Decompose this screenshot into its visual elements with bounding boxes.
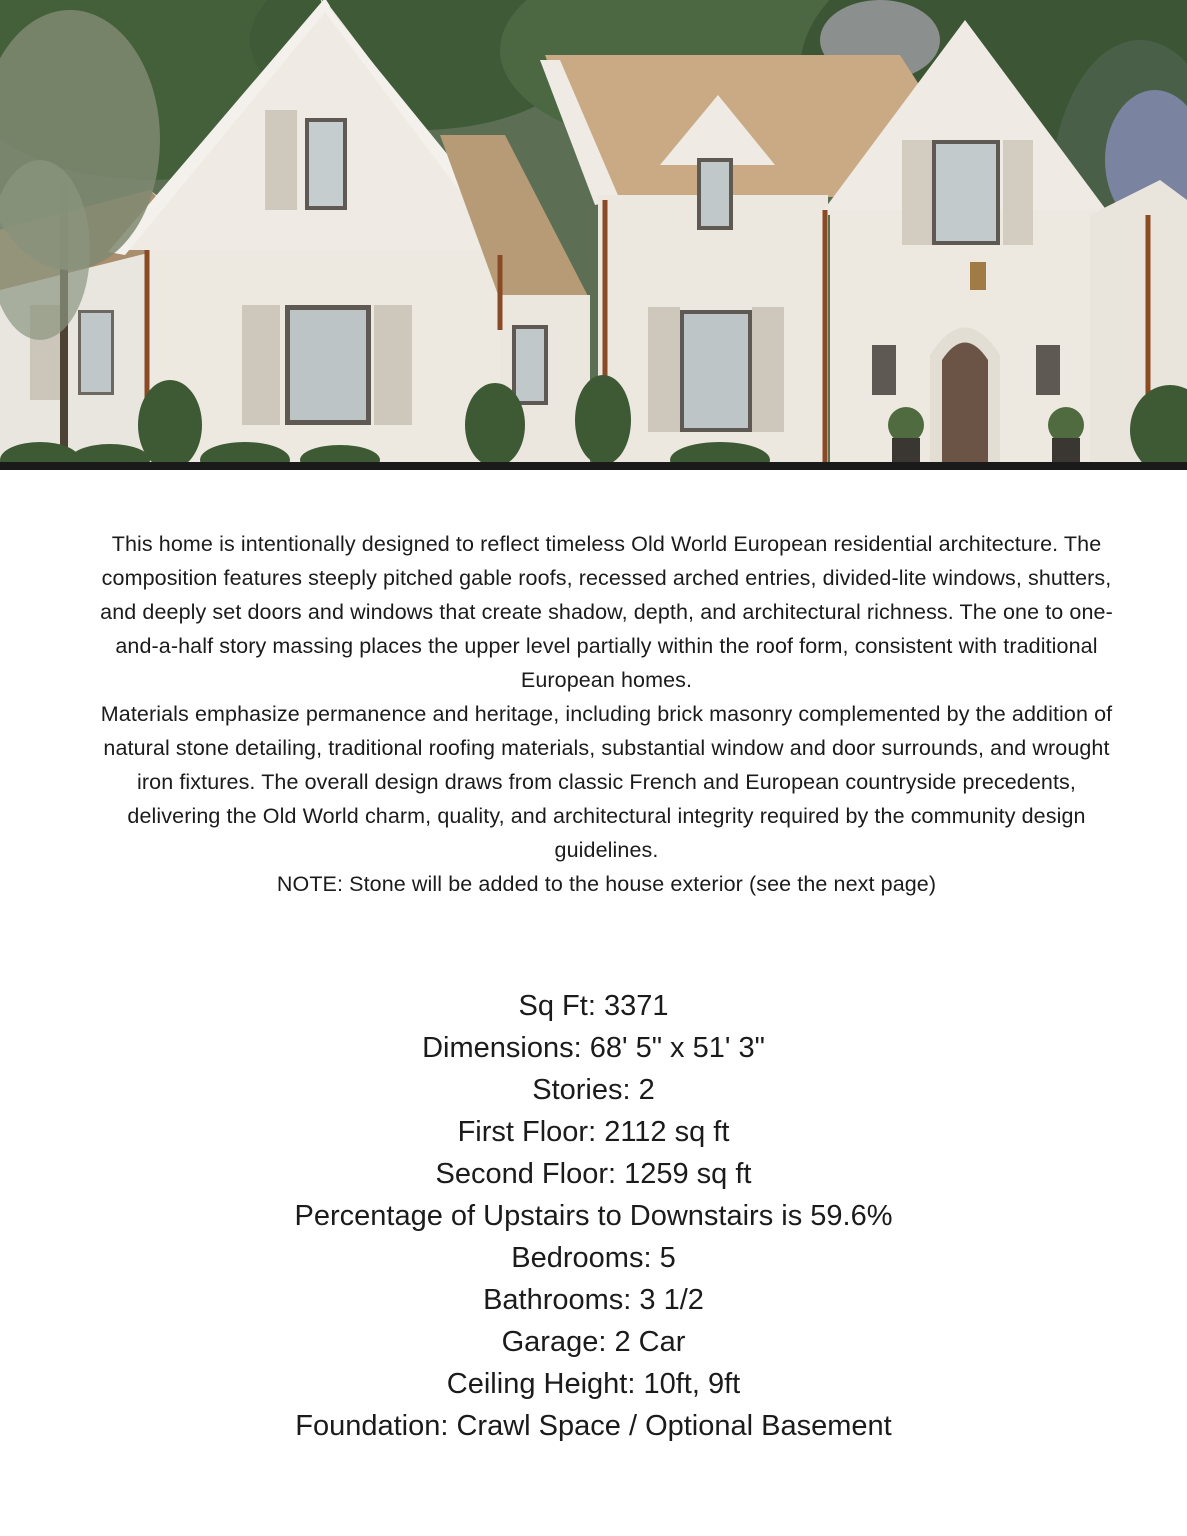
home-specifications: [150, 985, 1037, 1447]
spec-percentage: Percentage of Upstairs to Downstairs is 59.6%: [294, 1200, 893, 1232]
stone-note: NOTE: Stone will be added to the house exterior (see the next page): [276, 872, 937, 896]
spec-first-floor: First Floor: 2112 sq ft: [457, 1116, 730, 1148]
description-paragraph-2: Materials emphasize permanence and heritage, including brick masonry complemented by the addition of natural stone detailing, traditional roofing materials, substantial window and door surrounds, and wrought iron fixtures. The overall design draws from classic French and European countryside precedents, delivering the Old World charm, quality, and architectural integrity required by the community design guidelines.: [100, 702, 1113, 862]
spec-stories: Stories: 2: [532, 1074, 655, 1106]
spec-ceiling-height: Ceiling Height: 10ft, 9ft: [446, 1368, 741, 1400]
spec-garage: Garage: 2 Car: [501, 1326, 686, 1358]
spec-second-floor: Second Floor: 1259 sq ft: [435, 1158, 752, 1190]
house-exterior-rendering: [0, 0, 1187, 470]
spec-foundation: Foundation: Crawl Space / Optional Basement: [295, 1410, 892, 1442]
spec-sqft: Sq Ft: 3371: [518, 990, 669, 1022]
spec-bedrooms: Bedrooms: 5: [511, 1242, 676, 1274]
design-description: [100, 527, 1113, 901]
description-paragraph-1: This home is intentionally designed to reflect timeless Old World European residential architecture. The composition features steeply pitched gable roofs, recessed arched entries, divided-lite windows, shutters, and deeply set doors and windows that create shadow, depth, and architectural richness. The one to one-and-a-half story massing places the upper level partially within the roof form, consistent with traditional European homes.: [100, 532, 1113, 692]
spec-bathrooms: Bathrooms: 3 1/2: [483, 1284, 704, 1316]
spec-dimensions: Dimensions: 68' 5" x 51' 3": [422, 1032, 765, 1064]
